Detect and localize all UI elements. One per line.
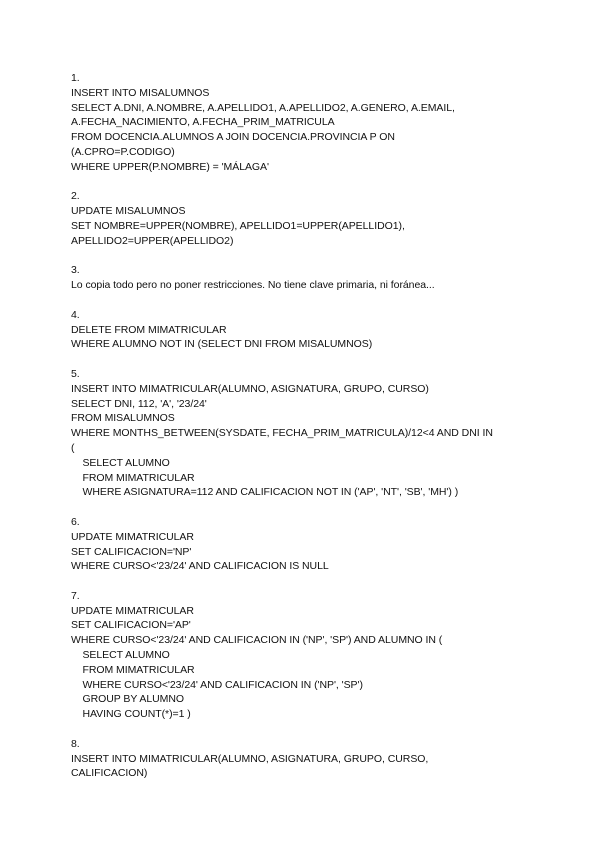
sql-line: WHERE ALUMNO NOT IN (SELECT DNI FROM MISALUMNOS) bbox=[71, 338, 373, 351]
sql-line: DELETE FROM MIMATRICULAR bbox=[71, 323, 227, 336]
sql-line: FROM MIMATRICULAR bbox=[71, 663, 195, 676]
sql-line: APELLIDO2=UPPER(APELLIDO2) bbox=[71, 234, 234, 247]
section-6 bbox=[71, 515, 571, 574]
sql-line: UPDATE MIMATRICULAR bbox=[71, 530, 194, 543]
section-number: 7. bbox=[71, 589, 80, 602]
sql-line: INSERT INTO MIMATRICULAR(ALUMNO, ASIGNATURA, GRUPO, CURSO, bbox=[71, 752, 429, 765]
sql-line: FROM DOCENCIA.ALUMNOS A JOIN DOCENCIA.PROVINCIA P ON bbox=[71, 131, 395, 144]
section-number: 4. bbox=[71, 308, 80, 321]
section-4 bbox=[71, 308, 571, 352]
section-number: 3. bbox=[71, 264, 80, 277]
sql-line: GROUP BY ALUMNO bbox=[71, 693, 185, 706]
sql-line: WHERE UPPER(P.NOMBRE) = 'MÁLAGA' bbox=[71, 160, 269, 173]
section-5 bbox=[71, 367, 571, 500]
sql-line: SELECT ALUMNO bbox=[71, 649, 170, 662]
section-7 bbox=[71, 589, 571, 722]
sql-line: CALIFICACION) bbox=[71, 767, 148, 780]
sql-line: HAVING COUNT(*)=1 ) bbox=[71, 708, 191, 721]
sql-line: SELECT ALUMNO bbox=[71, 456, 170, 469]
sql-line: (A.CPRO=P.CODIGO) bbox=[71, 145, 175, 158]
sql-line: SET CALIFICACION='AP' bbox=[71, 619, 191, 632]
section-number: 2. bbox=[71, 190, 80, 203]
sql-line: UPDATE MIMATRICULAR bbox=[71, 604, 194, 617]
document-body bbox=[71, 71, 571, 796]
sql-line: WHERE CURSO<'23/24' AND CALIFICACION IN ('NP', 'SP') AND ALUMNO IN ( bbox=[71, 634, 443, 647]
sql-line: INSERT INTO MIMATRICULAR(ALUMNO, ASIGNATURA, GRUPO, CURSO) bbox=[71, 382, 429, 395]
section-8 bbox=[71, 737, 571, 781]
sql-line: WHERE MONTHS_BETWEEN(SYSDATE, FECHA_PRIM_MATRICULA)/12<4 AND DNI IN bbox=[71, 427, 493, 440]
sql-line: A.FECHA_NACIMIENTO, A.FECHA_PRIM_MATRICULA bbox=[71, 116, 335, 129]
section-number: 6. bbox=[71, 515, 80, 528]
section-number: 5. bbox=[71, 367, 80, 380]
sql-line: WHERE CURSO<'23/24' AND CALIFICACION IN ('NP', 'SP') bbox=[71, 678, 363, 691]
sql-line: WHERE ASIGNATURA=112 AND CALIFICACION NOT IN ('AP', 'NT', 'SB', 'MH') ) bbox=[71, 486, 459, 499]
sql-line: SELECT DNI, 112, 'A', '23/24' bbox=[71, 397, 207, 410]
sql-line: SET NOMBRE=UPPER(NOMBRE), APELLIDO1=UPPER(APELLIDO1), bbox=[71, 219, 405, 232]
section-number: 8. bbox=[71, 737, 80, 750]
sql-line: WHERE CURSO<'23/24' AND CALIFICACION IS NULL bbox=[71, 560, 329, 573]
text-line: Lo copia todo pero no poner restricciones. No tiene clave primaria, ni foránea... bbox=[71, 279, 435, 292]
sql-line: SET CALIFICACION='NP' bbox=[71, 545, 192, 558]
sql-line: FROM MIMATRICULAR bbox=[71, 471, 195, 484]
section-1 bbox=[71, 71, 571, 175]
sql-line: FROM MISALUMNOS bbox=[71, 412, 175, 425]
section-number: 1. bbox=[71, 72, 80, 84]
sql-line: ( bbox=[71, 441, 75, 454]
section-2 bbox=[71, 189, 571, 248]
sql-line: UPDATE MISALUMNOS bbox=[71, 205, 186, 218]
section-3 bbox=[71, 263, 571, 293]
sql-line: SELECT A.DNI, A.NOMBRE, A.APELLIDO1, A.APELLIDO2, A.GENERO, A.EMAIL, bbox=[71, 101, 455, 114]
sql-line: INSERT INTO MISALUMNOS bbox=[71, 86, 210, 99]
